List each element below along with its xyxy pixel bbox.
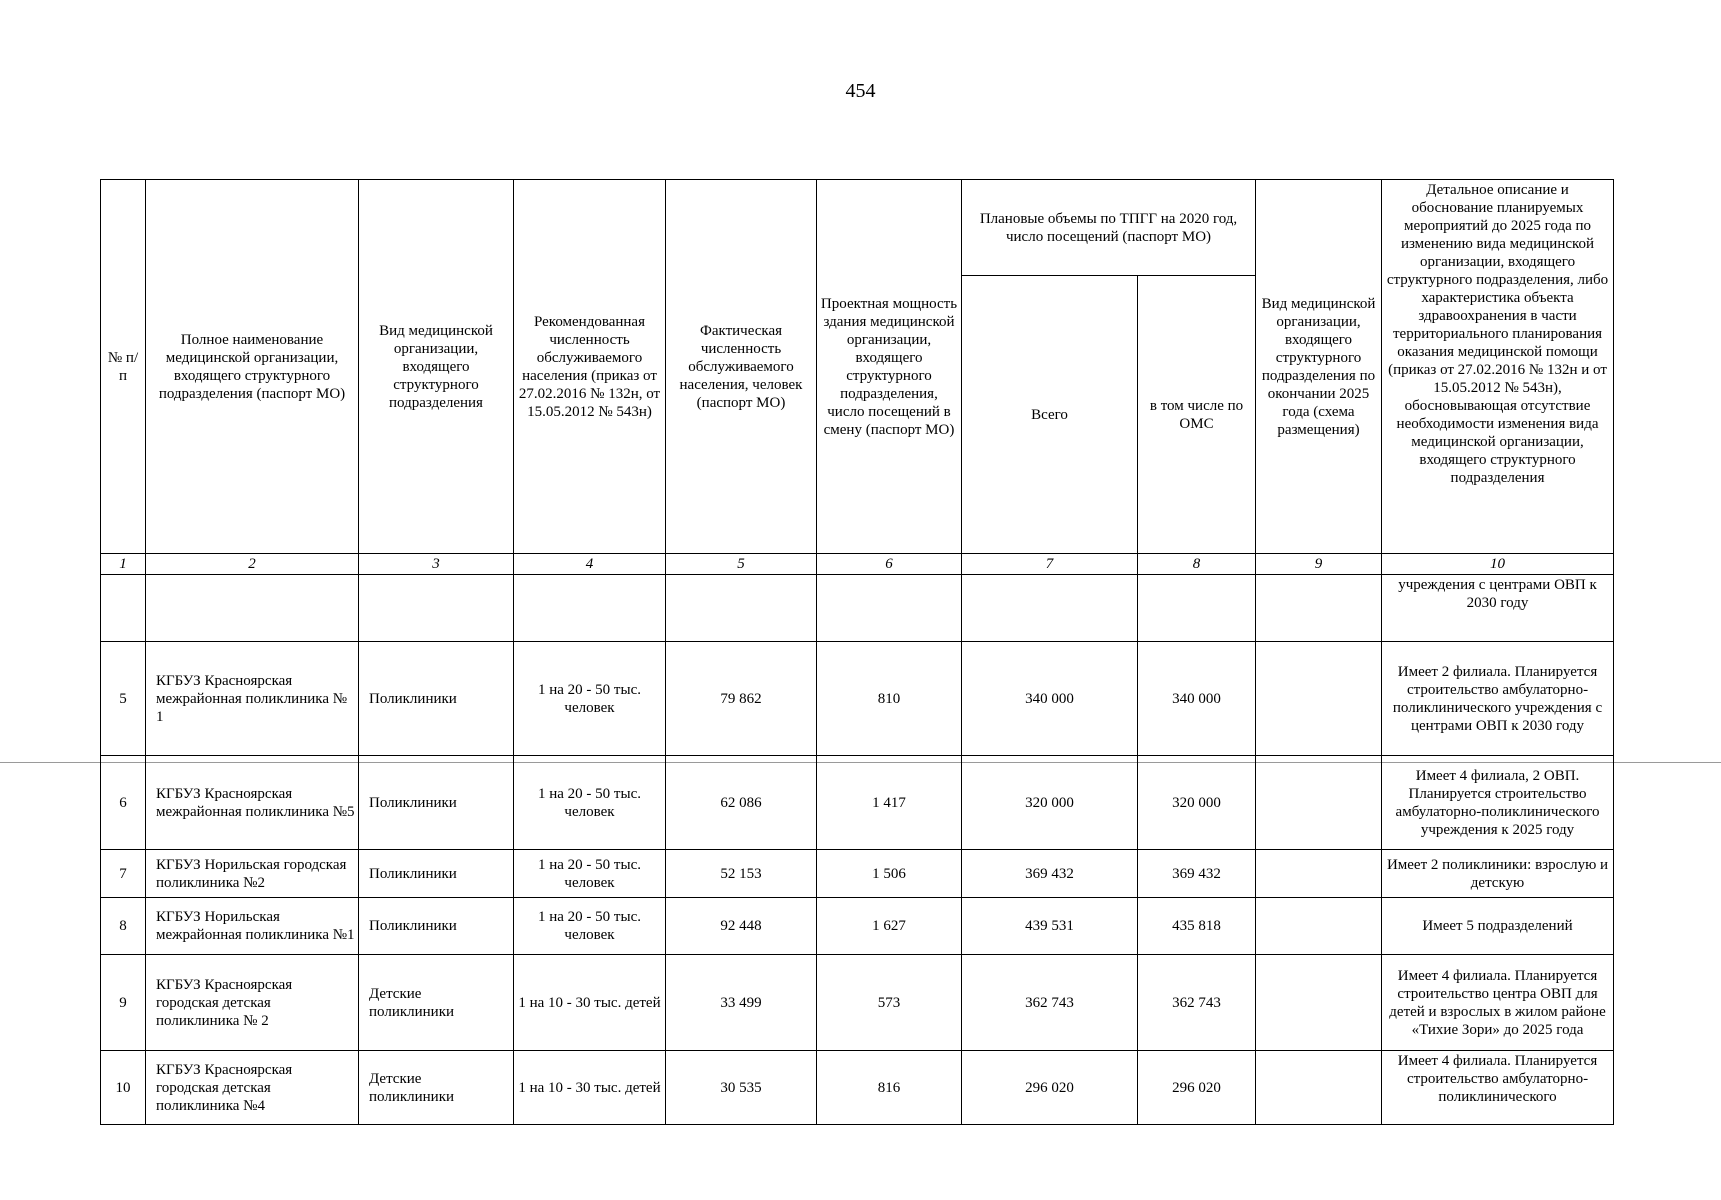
column-number: 1 [101,554,146,575]
actual-population: 52 153 [666,850,817,898]
table-row [101,955,1614,1051]
building-capacity: 1 627 [817,898,962,955]
recommended-population: 1 на 20 - 50 тыс. человек [514,642,666,756]
table-row [101,642,1614,756]
header-col-description: Детальное описание и обоснование планируемых мероприятий до 2025 года по изменению вида медицинской организации, входящего структурного подразделения, либо характеристика объекта здравоохранения в части территориального планирования оказания медицинской помощи (приказ от 27.02.2016 № 132н и от 15.05.2012 № 543н), обосновывающая отсутствие необходимости изменения вида медицинской организации, входящего структурного подразделения [1382,180,1614,554]
actual-population: 62 086 [666,756,817,850]
actual-population: 33 499 [666,955,817,1051]
description: Имеет 4 филиала. Планируется строительство амбулаторно-поликлинического [1382,1051,1614,1125]
planned-visits-total: 340 000 [962,642,1138,756]
column-number: 9 [1256,554,1382,575]
organization-name: КГБУЗ Красноярская межрайонная поликлиника №5 [146,756,359,850]
column-number: 5 [666,554,817,575]
building-capacity: 1 417 [817,756,962,850]
recommended-population: 1 на 20 - 50 тыс. человек [514,850,666,898]
header-col-name: Полное наименование медицинской организации, входящего структурного подразделения (паспорт МО) [146,180,359,554]
organization-type: Поликлиники [359,756,514,850]
table-row [101,850,1614,898]
actual-population: 79 862 [666,642,817,756]
actual-population: 30 535 [666,1051,817,1125]
organization-type: Детские поликлиники [359,1051,514,1125]
header-col-number: № п/п [101,180,146,554]
organization-type: Поликлиники [359,642,514,756]
type-2025 [1256,756,1382,850]
row-number: 6 [101,756,146,850]
recommended-population: 1 на 10 - 30 тыс. детей [514,955,666,1051]
row-number: 10 [101,1051,146,1125]
planned-visits-oms: 435 818 [1138,898,1256,955]
recommended-population: 1 на 20 - 50 тыс. человек [514,898,666,955]
row-number: 8 [101,898,146,955]
type-2025 [1256,898,1382,955]
column-number: 4 [514,554,666,575]
column-number: 8 [1138,554,1256,575]
planned-visits-total: 296 020 [962,1051,1138,1125]
description: Имеет 2 филиала. Планируется строительство амбулаторно-поликлинического учреждения с центрами ОВП к 2030 году [1382,642,1614,756]
type-2025 [1256,642,1382,756]
organization-name: КГБУЗ Красноярская межрайонная поликлиника № 1 [146,642,359,756]
planned-visits-total: 362 743 [962,955,1138,1051]
planned-visits-oms: 296 020 [1138,1051,1256,1125]
row-number: 5 [101,642,146,756]
building-capacity: 1 506 [817,850,962,898]
header-col-type: Вид медицинской организации, входящего структурного подразделения [359,180,514,554]
description: Имеет 4 филиала. Планируется строительство центра ОВП для детей и взрослых в жилом районе «Тихие Зори» до 2025 года [1382,955,1614,1051]
organization-name: КГБУЗ Красноярская городская детская поликлиника № 2 [146,955,359,1051]
organization-name: КГБУЗ Норильская городская поликлиника №2 [146,850,359,898]
page-number: 454 [845,80,876,102]
header-col-total: Всего [962,276,1138,554]
medical-organizations-table [100,179,1614,1125]
header-col-type-2025: Вид медицинской организации, входящего структурного подразделения по окончании 2025 года (схема размещения) [1256,180,1382,554]
header-col-capacity: Проектная мощность здания медицинской организации, входящего структурного подразделения, число посещений в смену (паспорт МО) [817,180,962,554]
table-row [101,1051,1614,1125]
column-number: 7 [962,554,1138,575]
planned-visits-oms: 320 000 [1138,756,1256,850]
header-col-recommended: Рекомендованная численность обслуживаемого населения (приказ от 27.02.2016 № 132н, от 15.05.2012 № 543н) [514,180,666,554]
recommended-population: 1 на 20 - 50 тыс. человек [514,756,666,850]
building-capacity: 816 [817,1051,962,1125]
type-2025 [1256,850,1382,898]
building-capacity: 573 [817,955,962,1051]
type-2025 [1256,1051,1382,1125]
column-number: 3 [359,554,514,575]
row-number: 7 [101,850,146,898]
planned-visits-oms: 369 432 [1138,850,1256,898]
building-capacity: 810 [817,642,962,756]
description: Имеет 4 филиала, 2 ОВП. Планируется строительство амбулаторно-поликлинического учреждения к 2025 году [1382,756,1614,850]
organization-name: КГБУЗ Красноярская городская детская поликлиника №4 [146,1051,359,1125]
column-number: 10 [1382,554,1614,575]
column-number-row [101,554,1614,575]
planned-visits-oms: 340 000 [1138,642,1256,756]
organization-type: Поликлиники [359,898,514,955]
column-number: 6 [817,554,962,575]
column-number: 2 [146,554,359,575]
type-2025 [1256,955,1382,1051]
table-row [101,898,1614,955]
recommended-population: 1 на 10 - 30 тыс. детей [514,1051,666,1125]
actual-population: 92 448 [666,898,817,955]
planned-visits-total: 320 000 [962,756,1138,850]
continuation-description: учреждения с центрами ОВП к 2030 году [1382,575,1614,642]
planned-visits-oms: 362 743 [1138,955,1256,1051]
organization-type: Поликлиники [359,850,514,898]
header-group-planned-volumes: Плановые объемы по ТПГГ на 2020 год, число посещений (паспорт МО) [962,180,1256,276]
header-col-oms: в том числе по ОМС [1138,276,1256,554]
continuation-row [101,575,1614,642]
header-col-actual: Фактическая численность обслуживаемого населения, человек (паспорт МО) [666,180,817,554]
planned-visits-total: 439 531 [962,898,1138,955]
row-number: 9 [101,955,146,1051]
organization-type: Детские поликлиники [359,955,514,1051]
description: Имеет 2 поликлиники: взрослую и детскую [1382,850,1614,898]
organization-name: КГБУЗ Норильская межрайонная поликлиника №1 [146,898,359,955]
description: Имеет 5 подразделений [1382,898,1614,955]
planned-visits-total: 369 432 [962,850,1138,898]
table-row [101,756,1614,850]
